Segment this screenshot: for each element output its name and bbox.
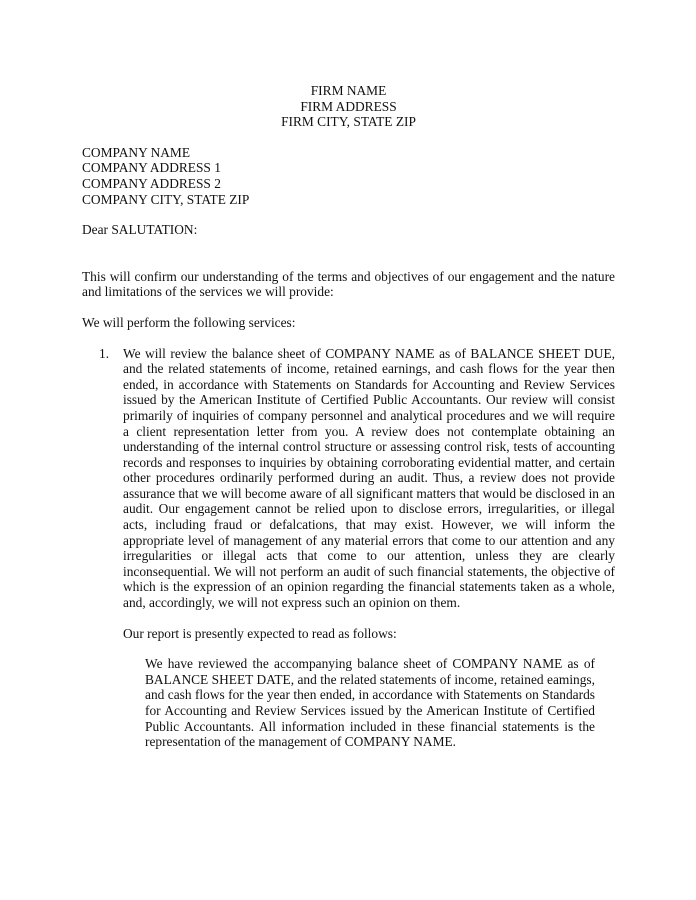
service-item-number: 1. [99, 345, 110, 361]
company-city-state-zip: COMPANY CITY, STATE ZIP [82, 191, 250, 207]
firm-name: FIRM NAME [310, 83, 387, 98]
intro-paragraph: This will confirm our understanding of the terms and objectives of our engagement and the nature and limitations of the services we will provide: [82, 268, 615, 300]
service-item-text: We will review the balance sheet of COMPANY NAME as of BALANCE SHEET DUE, and the related statements of income, retained earnings, and cash flows for the year then ended, in accordance with Statements on Standards for Accounting and Review Services issued by the American Institute of Certified Public Accountants. Our review will consist primarily of inquiries of company personnel and analytical procedures and we will require a client representation letter from you. A review does not contemplate obtaining an understanding of the internal control structure or assessing control risk, tests of accounting records and responses to inquiries by obtaining corroborating evidential matter, and certain other procedures ordinarily performed during an audit. Thus, a review does not provide assurance that we will become aware of all significant matters that would be disclosed in an audit. Our engagement cannot be relied upon to disclose errors, irregularities, or illegal acts, including fraud or defalcations, that may exist. However, we will inform the appropriate level of management of any material errors that come to our attention and any irregularities or illegal acts that come to our attention, unless they are clearly inconsequential. We will not perform an audit of such financial statements, the objective of which is the expression of an opinion regarding the financial statements taken as a whole, and, accordingly, we will not express such an opinion on them. [123, 345, 615, 611]
letter-page [82, 83, 615, 750]
firm-address: FIRM ADDRESS [300, 98, 397, 114]
report-quote: We have reviewed the accompanying balance sheet of COMPANY NAME as of BALANCE SHEET DATE, and the related statements of income, retained eamings, and cash flows for the year then ended, in accordance with Statements on Standards for Accounting and Review Services issued by the American Institute of Certified Public Accountants. All information included in these financial statements is the representation of the management of COMPANY NAME. [145, 656, 595, 750]
company-address-2: COMPANY ADDRESS 2 [82, 175, 221, 191]
service-item [82, 346, 615, 611]
services-lead: We will perform the following services: [82, 314, 296, 330]
firm-city-state-zip: FIRM CITY, STATE ZIP [281, 114, 416, 130]
company-address-1: COMPANY ADDRESS 1 [82, 160, 221, 176]
salutation: Dear SALUTATION: [82, 222, 198, 238]
recipient-address [82, 145, 615, 207]
firm-letterhead [82, 83, 615, 130]
company-name: COMPANY NAME [82, 144, 191, 160]
report-intro: Our report is presently expected to read as follows: [123, 625, 397, 641]
